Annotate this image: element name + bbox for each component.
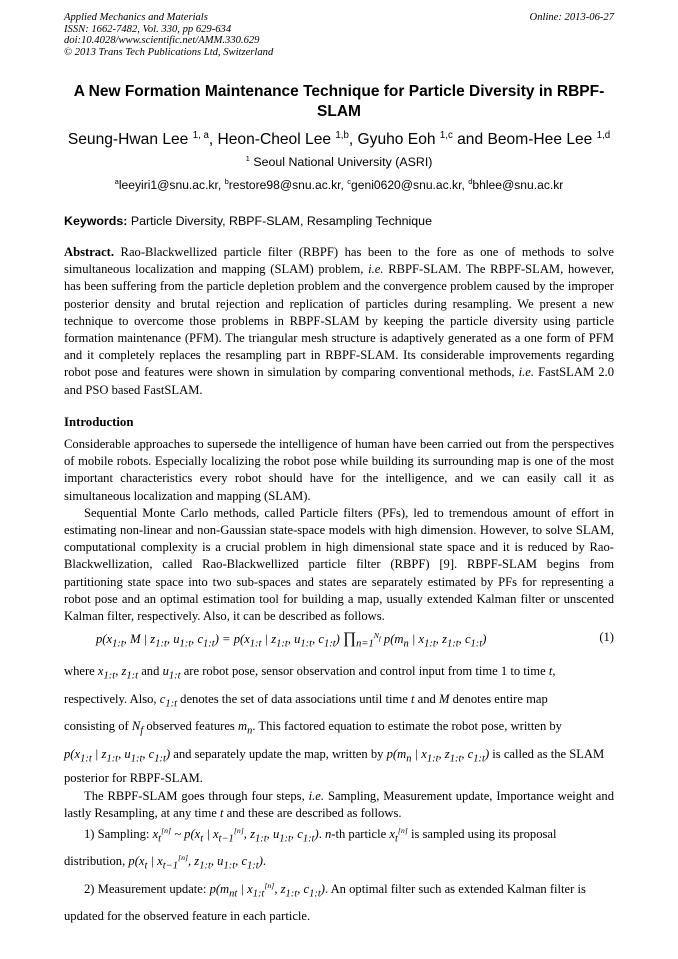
step-2-continuation: updated for the observed feature in each particle. <box>64 909 311 924</box>
author-sup: 1, a <box>192 129 209 141</box>
intro-paragraph-2: Sequential Monte Carlo methods, called Particle filters (PFs), led to tremendous amount of effort in estimating non-linear and non-Gaussian state-space models with high dimension. However, to solve SLAM, computational complexity is a crucial problem in high dimensional state space and it is reduced by Rao-Blackwellization, called Rao-Blackwellized particle filter (RBPF) [9]. RBPF-SLAM begins from partitioning state space into two sub-spaces and states are separately estimated by PFs for representing a robot pose and an optimal estimation tool for building a map, usually extended Kalman filter or unscented Kalman filter, respectively. Also, it can be described as follows. <box>64 505 614 624</box>
email-list: $^a$leeyiri1@snu.ac.kr, $^b$restore98@snu.ac.kr, $^c$geni0620@snu.ac.kr, $^d$bhlee@snu.ac.kr <box>114 176 564 192</box>
step-2-measurement: 2) Measurement update: $p(m_{nt}$ | $x_{1:t}[n]$, $z_{1:t}$, $c_{1:t}$). An optimal filter such as extended Kalman filter is <box>84 880 586 900</box>
abstract-label: Abstract. <box>64 245 115 259</box>
keywords-label: Keywords: <box>64 214 128 228</box>
association-line: respectively. Also, $c_{1:t}$ denotes the set of data associations until time t and M denotes entire map <box>64 691 548 710</box>
posterior-line: posterior for RBPF-SLAM. <box>64 771 203 786</box>
section-heading: Introduction <box>64 415 134 429</box>
equation-formula: $p(x_{1:t}$, M | $z_{1:t}$, $u_{1:t}$, $c_{1:t}) = p(x_{1:t}$ | $z_{1:t}$, $u_{1:t}$, $c_{1:t}$) $\prod_{n=1}^{N_f}$ $p(m_n$ | $x_{1:t}$, $z_{1:t}$, $c_{1:t}$) <box>96 630 487 650</box>
equation-1 <box>64 628 614 658</box>
author-name: Heon-Cheol Lee <box>217 131 332 148</box>
affiliation-sup: 1 <box>245 153 250 163</box>
author-sup: 1,b <box>335 129 349 141</box>
journal-name: Applied Mechanics and Materials <box>64 12 208 23</box>
equation-number: (1) <box>599 630 614 644</box>
author-separator: , <box>348 131 358 148</box>
keywords-text: Particle Diversity, RBPF-SLAM, Resampling Technique <box>130 214 432 228</box>
steps-paragraph: The RBPF-SLAM goes through four steps, i.e. Sampling, Measurement update, Importance weight and lastly Resampling, at any time t and these are described as follows. <box>64 788 614 821</box>
email-link[interactable]: leeyiri1@snu.ac.kr <box>118 178 218 192</box>
author-sup: 1,d <box>596 129 611 141</box>
where-line: where $x_{1:t}$, $z_{1:t}$ and $u_{1:t}$ are robot pose, sensor observation and control input from time 1 to time t, <box>64 664 556 682</box>
email-sup: c <box>347 176 352 186</box>
affiliation-text: Seoul National University (ASRI) <box>253 155 433 169</box>
body-after-equation <box>64 660 614 927</box>
abstract-ie: i.e. <box>518 365 535 380</box>
step-1-sampling: 1) Sampling: $x_t[n]$ ~ $p(x_t$ | $x_{t-1}[n]$, $z_{1:t}$, $u_{1:t}$, $c_{1:t}$). n-th particle $x_t[n]$ is sampled using its proposal <box>84 825 557 845</box>
issn-line: ISSN: 1662-7482, Vol. 330, pp 629-634 <box>64 23 232 35</box>
author-list <box>40 131 638 149</box>
abstract-ie: i.e. <box>368 262 384 277</box>
intro-paragraph-1: Considerable approaches to supersede the intelligence of human have been carried out from the perspectives of mobile robots. Especially localizing the robot pose while building its surrounding map is one of the most important characteristics every robot should have for the intelligence, and we can easily call it as simultaneous localization and mapping (SLAM). <box>64 437 614 503</box>
abstract-text: RBPF-SLAM. The RBPF-SLAM, however, has been suffering from the particle depletion problem and the convergence problem caused by the improper posterior density and brutal rejection and replication of particles during resampling. We present a new technique to overcome those problems in RBPF-SLAM by keeping the particle diversity using particle formation maintenance (PFM). The triangular mesh structure is adaptively generated as a one form of PFM and it completely replaces the resampling part in RBPF-SLAM. Its considerable improvements regarding robot pose and features were shown in simulation by comparing conventional methods, <box>64 262 614 380</box>
email-link[interactable]: geni0620@snu.ac.kr <box>351 178 462 192</box>
author-separator: , <box>208 131 218 148</box>
email-link[interactable]: bhlee@snu.ac.kr <box>472 178 564 192</box>
introduction-body <box>64 436 614 625</box>
doi-line: doi:10.4028/www.scientific.net/AMM.330.629 <box>64 35 260 47</box>
author-name: Gyuho Eoh <box>357 131 436 148</box>
author-sup: 1,c <box>439 129 453 141</box>
abstract-text: Rao-Blackwellized particle filter (RBPF) has been to the fore as one of methods to solve simultaneous localization and mapping (SLAM) problem, <box>64 245 614 277</box>
map-update-line: $p(x_{1:t}$ | $z_{1:t}$, $u_{1:t}$, $c_{1:t}$) and separately update the map, written by $p(m_n$ | $x_{1:t}$, $z_{1:t}$, $c_{1:t}$) is called as the SLAM <box>64 746 605 765</box>
abstract <box>64 244 614 399</box>
paper-title: A New Formation Maintenance Technique for Particle Diversity in RBPF-SLAM <box>73 83 605 120</box>
email-link[interactable]: restore98@snu.ac.kr <box>228 178 341 192</box>
keywords <box>64 214 614 228</box>
author-name: Beom-Hee Lee <box>487 131 593 148</box>
email-sup: d <box>468 176 473 186</box>
features-line: consisting of $N_f$ observed features $m_n$. This factored equation to estimate the robot pose, written by <box>64 719 562 737</box>
copyright-line: © 2013 Trans Tech Publications Ltd, Switzerland <box>64 46 274 58</box>
step-1-distribution: distribution, $p(x_t$ | $x_{t-1}[n]$, $z_{1:t}$, $u_{1:t}$, $c_{1:t}$). <box>64 852 267 872</box>
abstract-text: FastSLAM 2.0 and PSO based FastSLAM. <box>64 365 614 397</box>
running-header <box>64 12 614 58</box>
affiliation <box>64 155 614 170</box>
author-name: Seung-Hwan Lee <box>67 131 189 148</box>
email-sup: a <box>114 176 119 186</box>
online-date: Online: 2013-06-27 <box>529 12 614 23</box>
author-separator: and <box>452 131 488 148</box>
email-sup: b <box>224 176 229 186</box>
